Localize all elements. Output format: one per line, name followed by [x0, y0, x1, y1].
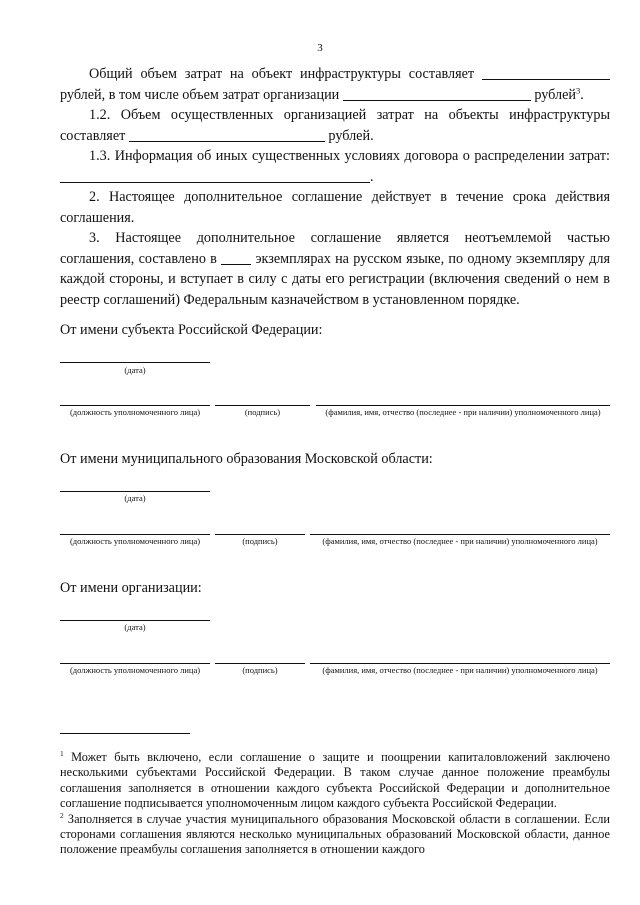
date-line — [60, 620, 210, 621]
footnote-ref-3: 3 — [576, 84, 581, 95]
paragraph-3 — [60, 228, 610, 310]
clause-1-2-text: 1.2. Объем осуществленных организацией затрат на объекты инфраструктуры составляет — [60, 107, 610, 144]
agreement-body — [60, 64, 610, 310]
party-title-municipality: От имени муниципального образования Московской области: — [60, 451, 433, 467]
date-caption: (дата) — [124, 365, 146, 375]
name-caption: (фамилия, имя, отчество (последнее - при наличии) уполномоченного лица) — [322, 536, 598, 546]
date-line — [60, 491, 210, 492]
footnote-mark: 1 — [60, 748, 64, 758]
signature-caption: (подпись) — [242, 536, 278, 546]
name-line — [310, 663, 610, 664]
clause-1-3-period: . — [370, 168, 374, 185]
date-caption: (дата) — [124, 493, 146, 503]
footnote-1 — [60, 750, 610, 812]
name-line — [316, 405, 610, 406]
footnote-separator — [60, 733, 190, 734]
paragraph-1-3 — [60, 146, 610, 187]
position-line — [60, 534, 210, 535]
clause-3-rest: экземплярах на русском языке, по одному экземпляру для каждой стороны, и вступает в силу с даты его регистрации (включения сведений о нем в реестр соглашений) Федеральным казначейством в установленном порядке. — [60, 250, 611, 308]
page-number: 3 — [317, 42, 323, 54]
party-title-organization: От имени организации: — [60, 580, 202, 596]
position-line — [60, 663, 210, 664]
signature-line — [215, 663, 305, 664]
signature-line — [215, 534, 305, 535]
date-line — [60, 362, 210, 363]
paragraph-1-2 — [60, 105, 610, 146]
total-costs-text: Общий объем затрат на объект инфраструктуры составляет — [89, 66, 475, 82]
clause-1-2-blank — [129, 127, 325, 142]
signature-caption: (подпись) — [242, 665, 278, 675]
period-text: . — [580, 86, 584, 103]
rubles-text: рублей — [534, 86, 577, 103]
name-line — [310, 534, 610, 535]
clause-1-2-rubles: рублей. — [328, 127, 374, 144]
footnote-text: Заполняется в случае участия муниципального образования Московской области в соглашении. Если сторонами соглашения являются несколько муниципальных образований Московской области, данное положение преамбулы соглашения заполняется в отношении каждого — [60, 811, 611, 857]
org-costs-blank — [343, 86, 531, 101]
position-line — [60, 405, 210, 406]
date-caption: (дата) — [124, 622, 146, 632]
signature-caption: (подпись) — [244, 407, 281, 417]
footnote-mark: 2 — [60, 810, 64, 820]
clause-1-3-text: 1.3. Информация об иных существенных условиях договора о распределении затрат: — [89, 148, 610, 164]
name-caption: (фамилия, имя, отчество (последнее - при наличии) уполномоченного лица) — [325, 407, 601, 417]
org-costs-text: рублей, в том числе объем затрат организации — [60, 86, 340, 103]
name-caption: (фамилия, имя, отчество (последнее - при наличии) уполномоченного лица) — [322, 665, 598, 675]
party-title-subject: От имени субъекта Российской Федерации: — [60, 322, 323, 338]
position-caption: (должность уполномоченного лица) — [69, 536, 201, 546]
footnotes — [60, 750, 610, 858]
footnote-2 — [60, 812, 610, 858]
position-caption: (должность уполномоченного лица) — [69, 407, 201, 417]
total-costs-blank — [482, 65, 610, 80]
paragraph-total-costs — [60, 64, 610, 105]
clause-1-3-blank — [60, 168, 370, 183]
signature-line — [215, 405, 310, 406]
clause-3-text: 3. Настоящее дополнительное соглашение является неотъемлемой частью соглашения, составлено в — [60, 230, 610, 267]
footnote-text: Может быть включено, если соглашение о защите и поощрении капиталовложений заключено несколькими субъектами Российской Федерации. В таком случае данное положение преамбулы соглашения заполняется в отношении каждого субъекта Российской Федерации и дополнительное соглашение подписывается уполномоченным лицом каждого субъекта Российской Федерации. — [60, 750, 610, 811]
copies-count-blank — [221, 250, 251, 265]
paragraph-2: 2. Настоящее дополнительное соглашение действует в течение срока действия соглашения. — [60, 189, 610, 226]
position-caption: (должность уполномоченного лица) — [69, 665, 201, 675]
